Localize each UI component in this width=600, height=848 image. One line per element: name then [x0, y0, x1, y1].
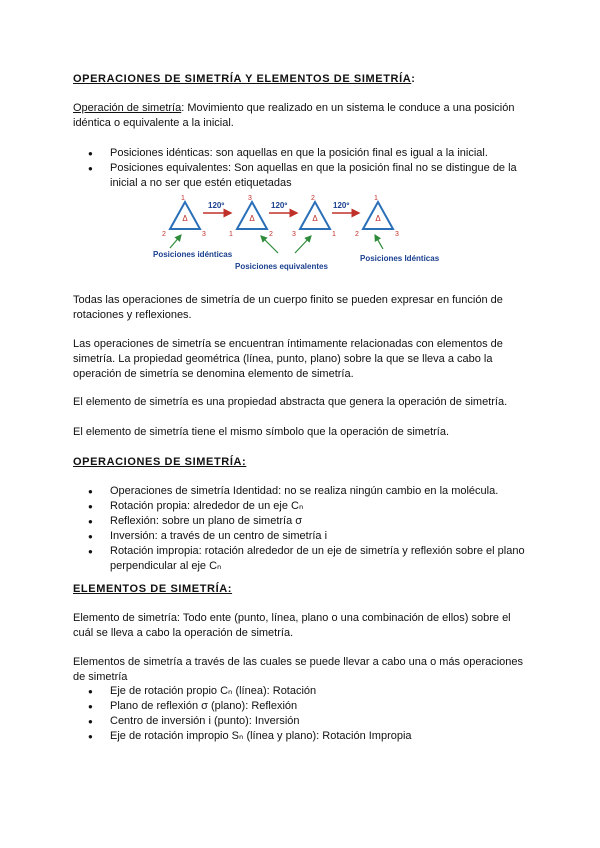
triangle-1 [162, 195, 206, 238]
vertex-label-left: 3 [292, 231, 296, 238]
elementos-list [73, 684, 533, 744]
operaciones-list [73, 484, 533, 574]
page-title [73, 72, 533, 87]
caption-equivalentes: Posiciones equivalentes [235, 262, 328, 271]
rotation-label: 120º [208, 201, 225, 210]
vertex-label-left: 2 [162, 231, 166, 238]
pointer-arrow [295, 236, 311, 253]
paragraph: El elemento de simetría tiene el mismo símbolo que la operación de simetría. [73, 426, 450, 438]
elementos-list-intro: Elementos de simetría a través de las cuales se puede llevar a cabo una o más operaciones de simetría [73, 656, 524, 683]
rotation-label: 120º [333, 201, 350, 210]
list-item: ● Centro de inversión i (punto): Inversión [73, 714, 533, 729]
center-label: Δ [249, 214, 255, 223]
paragraph: El elemento de simetría es una propiedad abstracta que genera la operación de simetría. [73, 396, 508, 408]
triangle-2 [229, 195, 273, 238]
pointer-arrow [170, 235, 181, 248]
vertex-label-top: 3 [248, 195, 252, 202]
operaciones-heading-text: OPERACIONES DE SIMETRÍA: [73, 456, 247, 468]
paragraph: Las operaciones de simetría se encuentran íntimamente relacionadas con elementos de simetría. La propiedad geométrica (línea, punto, plano) sobre la que se lleva a cabo la operación de simetría se denomina elemento de simetría. [73, 338, 503, 380]
list-item: ● Rotación impropia: rotación alrededor de un eje de simetría y reflexión sobre el plano perpendicular al eje Cₙ [73, 544, 533, 574]
list-item: ● Inversión: a través de un centro de simetría i [73, 529, 533, 544]
list-item: ● Eje de rotación propio Cₙ (línea): Rotación [73, 684, 533, 699]
center-label: Δ [312, 214, 318, 223]
triangle-3 [292, 195, 336, 238]
list-item: ● Posiciones equivalentes: Son aquellas en que la posición final no se distingue de la inicial a no ser que estén etiquetadas [73, 161, 533, 191]
vertex-label-top: 2 [311, 195, 315, 202]
center-label: Δ [375, 214, 381, 223]
intro-paragraph [73, 101, 533, 131]
pointer-arrow [261, 236, 278, 253]
intro-term: Operación de simetría [73, 102, 182, 114]
elementos-heading-text: ELEMENTOS DE SIMETRÍA: [73, 583, 233, 595]
vertex-label-right: 1 [332, 231, 336, 238]
vertex-label-top: 1 [181, 195, 185, 202]
elementos-heading [73, 582, 533, 597]
vertex-label-right: 2 [269, 231, 273, 238]
vertex-label-right: 3 [395, 231, 399, 238]
elementos-definition: Elemento de simetría: Todo ente (punto, línea, plano o una combinación de ellos) sobre el cuál se lleva a cabo la operación de simetría. [73, 612, 511, 639]
list-item: ● Plano de reflexión σ (plano): Reflexión [73, 699, 533, 714]
vertex-label-left: 1 [229, 231, 233, 238]
list-item: ● Eje de rotación impropio Sₙ (línea y plano): Rotación Impropia [73, 729, 533, 744]
triangle-4 [355, 195, 399, 238]
caption-identicas-left: Posiciones idénticas [153, 250, 233, 259]
list-item: ● Rotación propia: alrededor de un eje Cₙ [73, 499, 533, 514]
page-title-text: OPERACIONES DE SIMETRÍA Y ELEMENTOS DE SIMETRÍA [73, 73, 412, 85]
list-item: ● Operaciones de simetría Identidad: no se realiza ningún cambio en la molécula. [73, 484, 533, 499]
intro-definition: : Movimiento que realizado en un sistema le conduce a una posición idéntica o equivalente a la inicial. [73, 102, 515, 129]
vertex-label-left: 2 [355, 231, 359, 238]
paragraph: Todas las operaciones de simetría de un cuerpo finito se pueden expresar en función de rotaciones y reflexiones. [73, 294, 503, 321]
caption-identicas-right: Posiciones Idénticas [360, 254, 440, 263]
pointer-arrow [375, 235, 383, 249]
operaciones-heading [73, 455, 533, 470]
positions-list [73, 146, 533, 191]
rotation-diagram [145, 191, 465, 273]
vertex-label-top: 1 [374, 195, 378, 202]
rotation-label: 120º [271, 201, 288, 210]
page-title-colon: : [411, 73, 416, 85]
center-label: Δ [182, 214, 188, 223]
vertex-label-right: 3 [202, 231, 206, 238]
list-item: ● Posiciones idénticas: son aquellas en que la posición final es igual a la inicial. [73, 146, 533, 161]
list-item: ● Reflexión: sobre un plano de simetría σ [73, 514, 533, 529]
